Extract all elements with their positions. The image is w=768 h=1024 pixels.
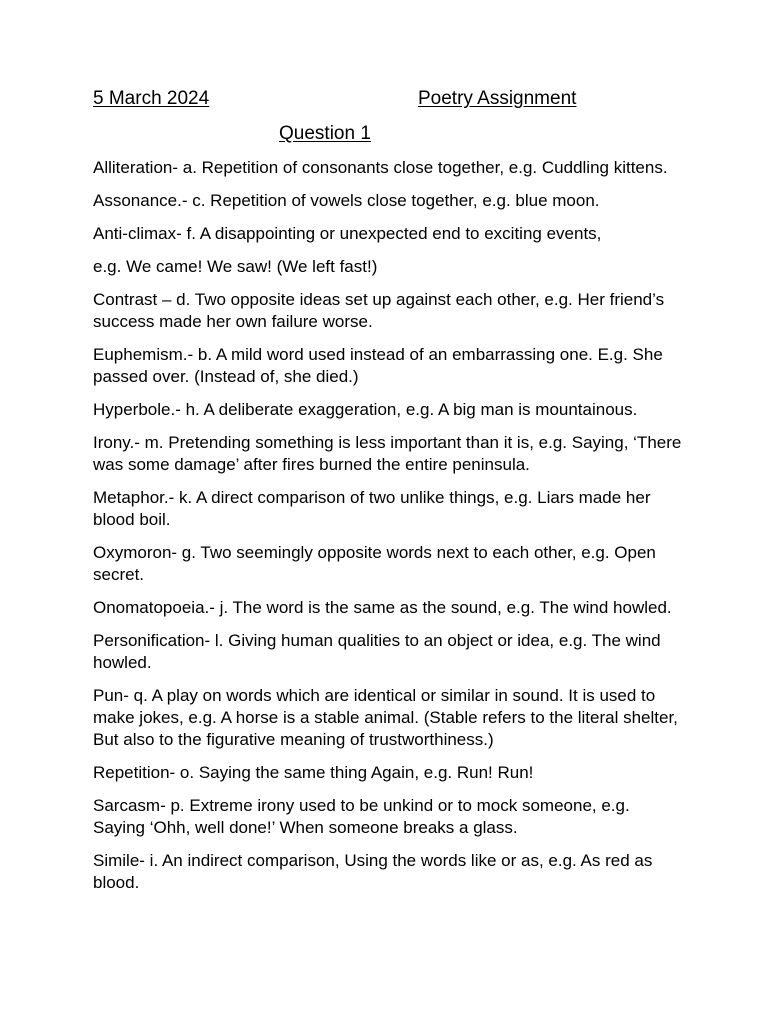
definition-entry: Simile- i. An indirect comparison, Using the words like or as, e.g. As red as blood. xyxy=(93,851,653,892)
definition-entry: Pun- q. A play on words which are identical or similar in sound. It is used to make jokes, e.g. A horse is a stable animal. (Stable refers to the literal shelter, But also to the figurative meaning of trustworthiness.) xyxy=(93,686,678,749)
definition-entry: Hyperbole.- h. A deliberate exaggeration, e.g. A big man is mountainous. xyxy=(93,400,638,419)
definition-entry: Metaphor.- k. A direct comparison of two unlike things, e.g. Liars made her blood boil. xyxy=(93,488,651,529)
document-title: Poetry Assignment xyxy=(418,88,577,109)
definition-entry: Assonance.- c. Repetition of vowels close together, e.g. blue moon. xyxy=(93,191,600,210)
definition-entry: Anti-climax- f. A disappointing or unexpected end to exciting events, xyxy=(93,224,602,243)
definition-entry: Contrast – d. Two opposite ideas set up against each other, e.g. Her friend’s success made her own failure worse. xyxy=(93,290,665,331)
definition-entry: Alliteration- a. Repetition of consonants close together, e.g. Cuddling kittens. xyxy=(93,158,668,177)
definition-entry: Personification- l. Giving human qualities to an object or idea, e.g. The wind howled. xyxy=(93,631,661,672)
definition-entry: Onomatopoeia.- j. The word is the same as the sound, e.g. The wind howled. xyxy=(93,598,672,617)
definition-list xyxy=(93,157,683,905)
definition-entry: Repetition- o. Saying the same thing Again, e.g. Run! Run! xyxy=(93,763,534,782)
definition-entry: Sarcasm- p. Extreme irony used to be unkind or to mock someone, e.g. Saying ‘Ohh, well done!’ When someone breaks a glass. xyxy=(93,796,630,837)
question-heading: Question 1 xyxy=(279,123,371,144)
definition-entry: Euphemism.- b. A mild word used instead of an embarrassing one. E.g. She passed over. (Instead of, she died.) xyxy=(93,345,663,386)
document-date: 5 March 2024 xyxy=(93,88,210,109)
definition-entry: Irony.- m. Pretending something is less important than it is, e.g. Saying, ‘There was some damage’ after fires burned the entire peninsula. xyxy=(93,433,682,474)
definition-entry: Oxymoron- g. Two seemingly opposite words next to each other, e.g. Open secret. xyxy=(93,543,656,584)
definition-entry: e.g. We came! We saw! (We left fast!) xyxy=(93,257,378,276)
